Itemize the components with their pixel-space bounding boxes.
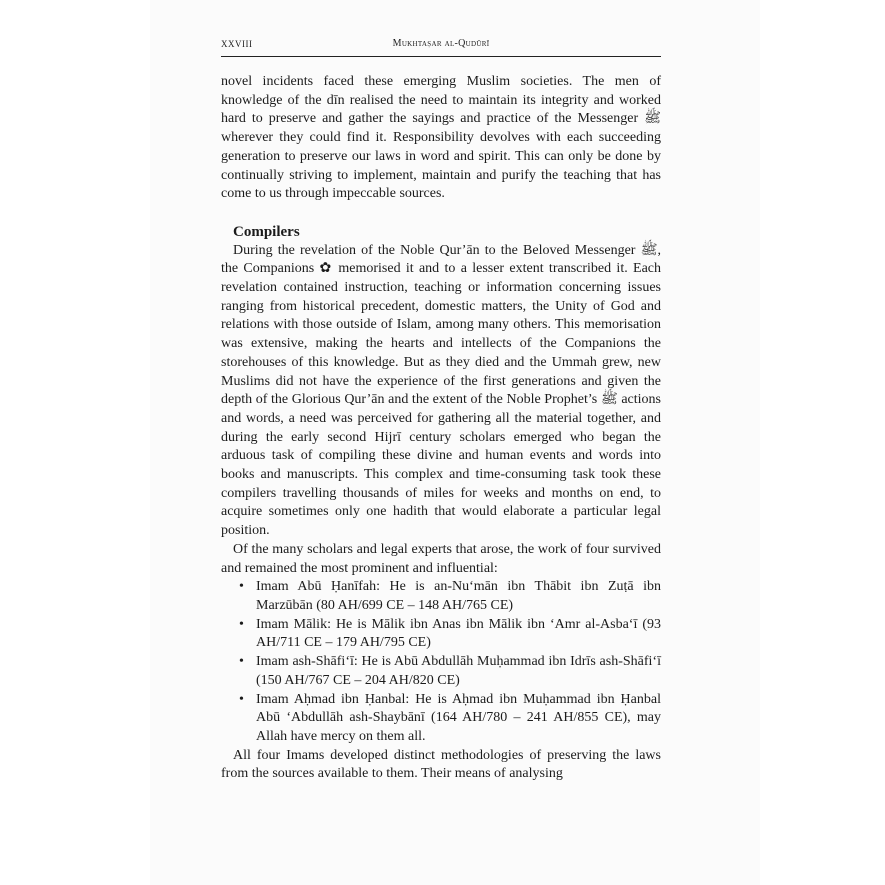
imam-abu-hanifah: Imam Abū Ḥanīfah: He is an-Nu‘mān ibn Thābit ibn Zuṭā ibn Marzūbān (80 AH/699 CE – 148 AH/765 CE) bbox=[256, 579, 661, 613]
list-item bbox=[221, 653, 661, 690]
imam-malik: Imam Mālik: He is Mālik ibn Anas ibn Mālik ibn ‘Amr al-Asba‘ī (93 AH/711 CE – 179 AH/795 CE) bbox=[256, 616, 661, 651]
page-header bbox=[221, 36, 661, 57]
imams-list bbox=[221, 578, 661, 746]
list-item bbox=[221, 691, 661, 747]
page-number: XXVIII bbox=[221, 39, 253, 49]
bullet-icon: • bbox=[239, 616, 244, 632]
four-imams-intro: Of the many scholars and legal experts that arose, the work of four survived and remained the most prominent and influential: bbox=[221, 541, 661, 576]
bullet-icon: • bbox=[239, 691, 244, 707]
imam-ahmad-ibn-hanbal: Imam Aḥmad ibn Ḥanbal: He is Aḥmad ibn Muḥammad ibn Ḥanbal Abū ‘Abdullāh ash-Shaybānī (164 AH/780 – 241 AH/855 CE), may Allah have mercy on them all. bbox=[256, 691, 661, 744]
list-item bbox=[221, 578, 661, 615]
compilers-paragraph: During the revelation of the Noble Qur’ān to the Beloved Messenger ﷺ, the Companions ✿ memorised it and to a lesser extent transcribed it. Each revelation contained instruction, teaching or information concerning issues ranging from historical precedent, domestic matters, the Unity of God and relations with those outside of Islam, among many others. This memorisation was extensive, making the hearts and intellects of the Companions the storehouses of this knowledge. But as they died and the Ummah grew, new Muslims did not have the experience of the first generations and given the depth of the Glorious Qur’ān and the extent of the Noble Prophet’s ﷺ actions and words, a need was perceived for gathering all the material together, and during the early second Hijrī century scholars emerged who began the arduous task of compiling these divine and human events and words into books and manuscripts. This complex and time-consuming task took these compilers travelling thousands of miles for weeks and months on end, to acquire sometimes only one hadith that would elaborate a particular legal position. bbox=[221, 242, 662, 539]
bullet-icon: • bbox=[239, 579, 244, 595]
intro-paragraph: novel incidents faced these emerging Muslim societies. The men of knowledge of the dīn realised the need to maintain its integrity and worked hard to preserve and gather the sayings and practice of the Messenger ﷺ wherever they could find it. Responsibility devolves with each succeeding generation to preserve our laws in word and spirit. This can only be done by continually striving to implement, maintain and purify the teaching that has come to us through impeccable sources. bbox=[221, 74, 661, 202]
page-body bbox=[221, 73, 661, 784]
imam-ash-shafii: Imam ash-Shāfi‘ī: He is Abū Abdullāh Muḥammad ibn Idrīs ash-Shāfi‘ī (150 AH/767 CE – 204 AH/820 CE) bbox=[256, 654, 661, 688]
list-item bbox=[221, 616, 661, 653]
running-head: Mukhtaṣar al-Qudūrī bbox=[392, 38, 490, 49]
bullet-icon: • bbox=[239, 654, 244, 670]
section-heading: Compilers bbox=[233, 223, 300, 240]
methodologies-paragraph: All four Imams developed distinct methodologies of preserving the laws from the sources available to them. Their means of analysing bbox=[221, 747, 661, 782]
